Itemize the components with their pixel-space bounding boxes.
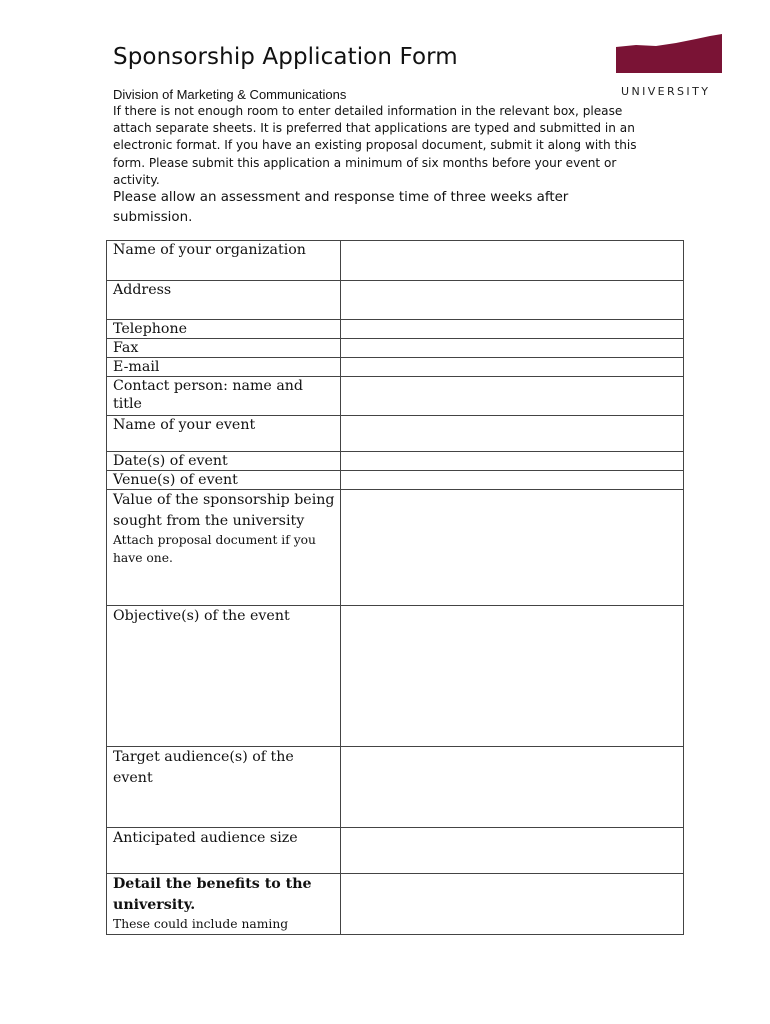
email-label: E-mail [107,358,341,377]
email-field[interactable] [341,358,684,377]
form-row-dates [107,452,684,471]
dates-field[interactable] [341,452,684,471]
event-name-field[interactable] [341,416,684,452]
contact-label: Contact person: name and title [107,377,341,416]
logo-wordmark-university: UNIVERSITY [621,85,711,98]
venues-field[interactable] [341,471,684,490]
audience-size-field[interactable] [341,828,684,874]
benefits-note: These could include naming [113,917,289,931]
form-row-venues [107,471,684,490]
form-row-event-name [107,416,684,452]
form-row-objectives [107,606,684,747]
memorial-university-logo [614,33,724,99]
fax-field[interactable] [341,339,684,358]
benefits-field[interactable] [341,874,684,935]
form-row-contact [107,377,684,416]
address-label: Address [107,281,341,320]
value-label [107,490,341,606]
benefits-label [107,874,341,935]
form-row-audience [107,747,684,828]
organization-label: Name of your organization [107,241,341,281]
objectives-field[interactable] [341,606,684,747]
form-row-address [107,281,684,320]
intro-instructions: If there is not enough room to enter detailed information in the relevant box, please attach separate sheets. It is preferred that applications are typed and submitted in an electronic format. If you have an existing proposal document, submit it along with this form. Please submit this application a minimum of six months before your event or activity. [113,104,637,187]
assessment-note: Please allow an assessment and response time of three weeks after submission. [113,190,569,225]
event-name-label: Name of your event [107,416,341,452]
form-row-organization [107,241,684,281]
benefits-label-text: Detail the benefits to the university. [113,876,312,913]
audience-label: Target audience(s) of the event [107,747,341,828]
telephone-field[interactable] [341,320,684,339]
value-field[interactable] [341,490,684,606]
dates-label: Date(s) of event [107,452,341,471]
logo-banner-shape [616,33,722,73]
contact-field[interactable] [341,377,684,416]
division-name: Division of Marketing & Communications [113,87,347,102]
organization-field[interactable] [341,241,684,281]
audience-size-label: Anticipated audience size [107,828,341,874]
form-row-value [107,490,684,606]
form-row-audience-size [107,828,684,874]
form-row-benefits [107,874,684,935]
objectives-label: Objective(s) of the event [107,606,341,747]
form-row-email [107,358,684,377]
page-title: Sponsorship Application Form [113,44,458,70]
form-row-fax [107,339,684,358]
logo-wordmark-memorial: MEMORIAL [621,71,713,87]
fax-label: Fax [107,339,341,358]
audience-field[interactable] [341,747,684,828]
address-field[interactable] [341,281,684,320]
value-note: Attach proposal document if you have one. [113,533,316,565]
venues-label: Venue(s) of event [107,471,341,490]
telephone-label: Telephone [107,320,341,339]
application-form-table [106,240,684,935]
form-row-telephone [107,320,684,339]
value-label-text: Value of the sponsorship being sought from the university [113,492,335,529]
